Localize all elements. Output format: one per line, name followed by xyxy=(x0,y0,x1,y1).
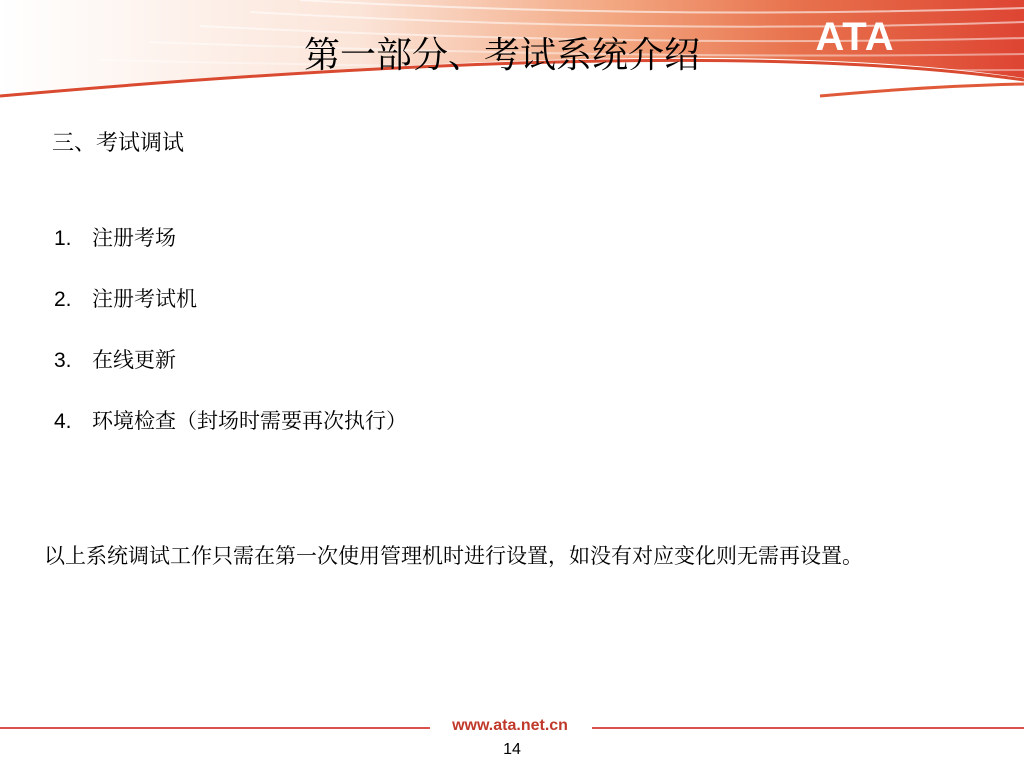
slide-title: 第一部分、考试系统介绍 xyxy=(303,35,700,76)
list-item-number: 4. xyxy=(54,410,72,433)
list-item-number: 3. xyxy=(54,349,72,372)
list-item-number: 2. xyxy=(54,288,72,311)
section-heading: 三、考试调试 xyxy=(52,131,185,156)
note-paragraph: 以上系统调试工作只需在第一次使用管理机时进行设置，如没有对应变化则无需再设置。 xyxy=(44,544,863,568)
list-item-number: 1. xyxy=(54,227,72,250)
list-item-text: 注册考场 xyxy=(92,226,176,250)
list-item-text: 注册考试机 xyxy=(92,287,197,311)
list-item xyxy=(54,220,407,281)
list-item-text: 在线更新 xyxy=(92,348,176,372)
list-item xyxy=(54,281,407,342)
list-item xyxy=(54,342,407,403)
ata-logo: ATA xyxy=(815,15,895,59)
footer-divider-right xyxy=(592,727,1024,729)
page-number: 14 xyxy=(503,741,521,758)
footer-divider-left xyxy=(0,727,430,729)
list-item-text: 环境检查（封场时需要再次执行） xyxy=(92,409,407,433)
footer-url: www.ata.net.cn xyxy=(452,717,568,734)
steps-list xyxy=(54,220,407,464)
list-item xyxy=(54,403,407,464)
